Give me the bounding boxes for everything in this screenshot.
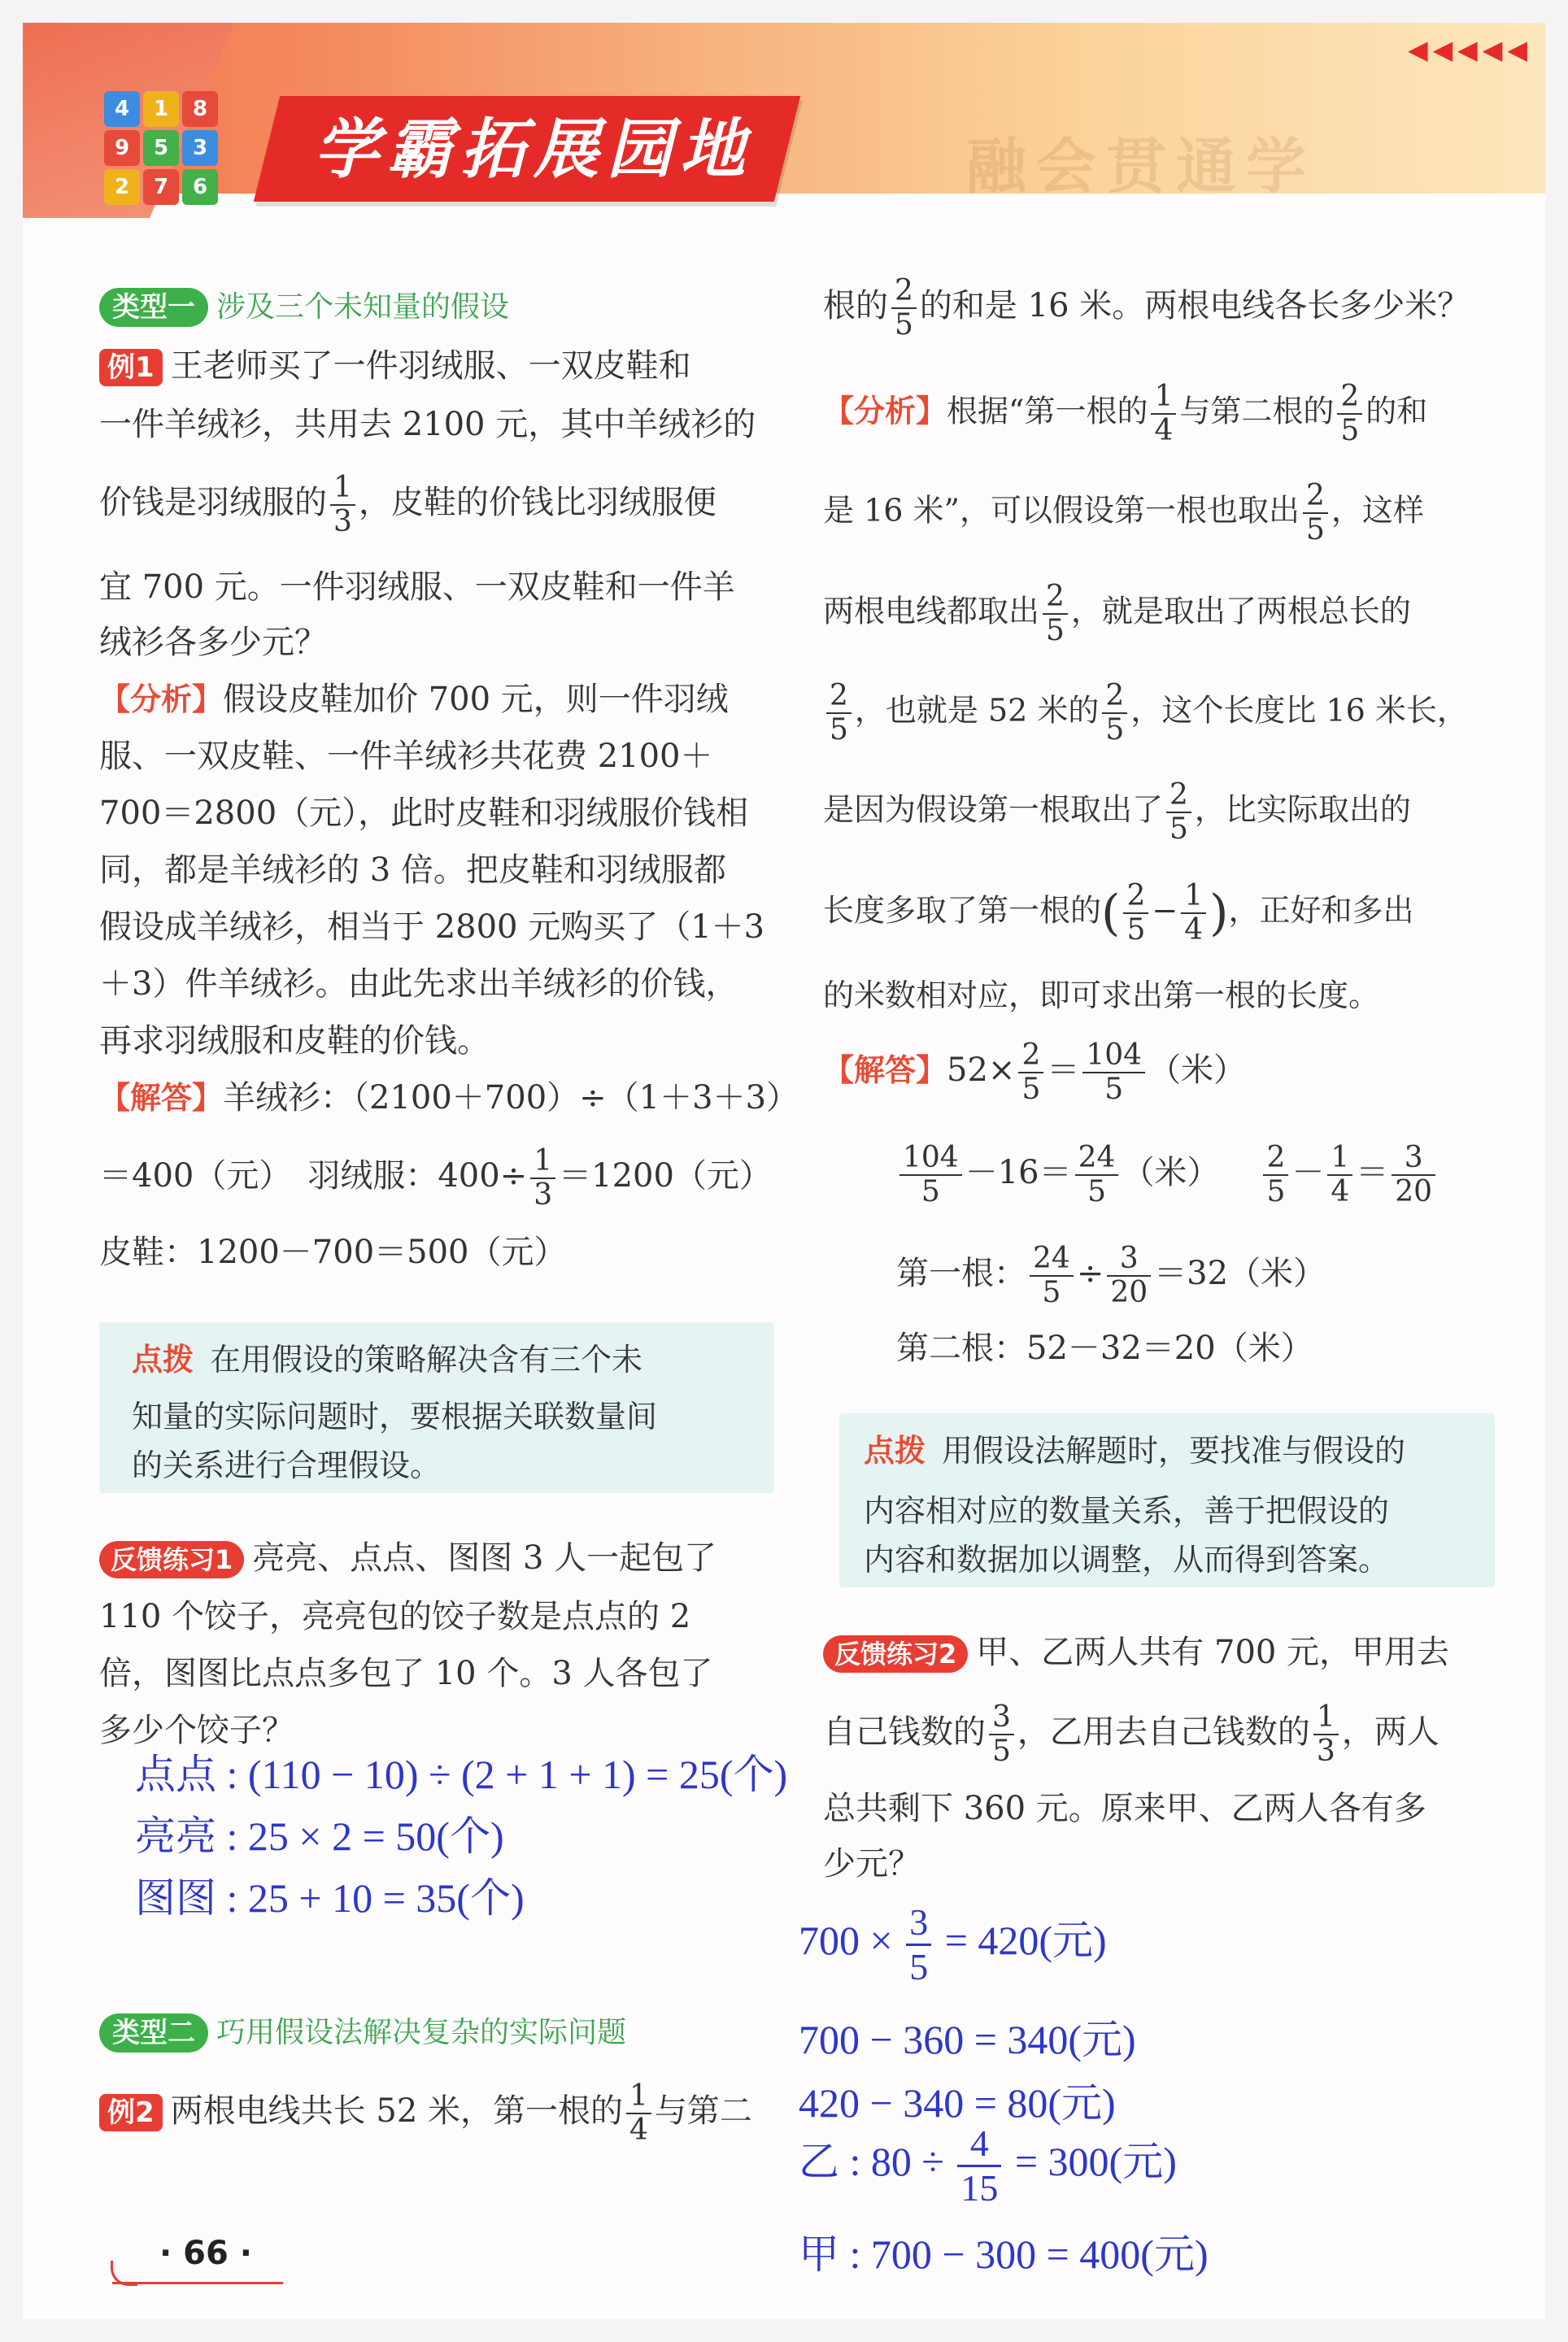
example1-line: 一件羊绒衫，共用去 2100 元，其中羊绒衫的 <box>99 406 756 443</box>
fraction: $\frac{104}{5}$ <box>899 1142 962 1208</box>
feedback1-line: 多少个饺子？ <box>99 1712 294 1749</box>
tip2-line: 用假设法解题时，要找准与假设的 <box>942 1433 1406 1469</box>
example2-line: 例2 两根电线共长 52 米，第一根的 $\frac{1}{4}$ 与第二 <box>99 2080 752 2147</box>
handwritten-answer: 甲 : 700 − 300 = 400(元) <box>799 2231 1209 2277</box>
fraction: $\frac{2}{5}$ <box>1263 1142 1288 1208</box>
analysis2-line: 两根电线都取出 $\frac{2}{5}$ ，就是取出了两根总长的 <box>823 580 1411 647</box>
fraction: $\frac{1}{4}$ <box>1151 381 1176 447</box>
tip1-line: 的关系进行合理假设。 <box>132 1447 442 1483</box>
fraction: $\frac{2}{5}$ <box>1166 779 1191 846</box>
tip1-box <box>99 1322 774 1493</box>
tip1-line: 在用假设的策略解决含有三个未 <box>210 1342 643 1378</box>
tip1-line: 知量的实际问题时，要根据关联数量间 <box>132 1399 658 1434</box>
fraction: $\frac{2}{5}$ <box>891 275 917 342</box>
answer2-line: 【解答】52× $\frac{2}{5}$ ＝ $\frac{104}{5}$ （米） <box>823 1038 1247 1106</box>
fraction: $\frac{2}{5}$ <box>1043 581 1068 647</box>
example1-label: 例1 <box>99 349 163 386</box>
analysis2-line: 的米数相对应，即可求出第一根的长度。 <box>823 977 1380 1013</box>
example2-line: 根的 $\frac{2}{5}$ 的和是 16 米。两根电线各长多少米？ <box>823 274 1470 342</box>
fraction: $\frac{2}{5}$ <box>1303 480 1328 546</box>
analysis1-line: 700＝2800（元），此时皮鞋和羽绒服价钱相 <box>99 794 749 832</box>
type1-title: 涉及三个未知量的假设 <box>216 290 510 324</box>
analysis1-line: 假设皮鞋加价 700 元，则一件羽绒 <box>223 681 729 718</box>
fraction: $\frac{24}{5}$ <box>1030 1243 1074 1309</box>
feedback1-line: 110 个饺子，亮亮包的饺子数是点点的 2 <box>99 1598 691 1635</box>
analysis1-line: 假设成羊绒衫，相当于 2800 元购买了（1＋3 <box>99 908 765 946</box>
answer1-line: 皮鞋：1200－700＝500（元） <box>99 1234 567 1271</box>
handwritten-answer: 亮亮 : 25 × 2 = 50(个) <box>135 1813 504 1859</box>
textbook-page <box>23 23 1545 2319</box>
example1-line: 宜 700 元。一件羽绒服、一双皮鞋和一件羊 <box>99 568 735 606</box>
fraction: $\frac{2}{5}$ <box>826 680 852 747</box>
fraction: $\frac{2}{5}$ <box>1018 1039 1043 1106</box>
type2-label: 类型二 <box>99 2013 208 2053</box>
analysis2-label: 【分析】 <box>823 393 947 429</box>
fraction: $\frac{24}{5}$ <box>1075 1142 1119 1208</box>
fraction: $\frac{1}{4}$ <box>1181 880 1206 947</box>
arrow-decoration-icon: ◀◀◀◀◀ <box>1407 34 1532 65</box>
analysis2-line: 【分析】根据“第一根的 $\frac{1}{4}$ 与第二根的 $\frac{2}{5}$ 的和 <box>823 380 1428 447</box>
fraction: $\frac{4}{15}$ <box>957 2122 1001 2209</box>
fraction: $\frac{2}{5}$ <box>1337 381 1362 447</box>
page-number: · 66 · <box>159 2235 252 2272</box>
answer1-label: 【解答】 <box>99 1080 224 1116</box>
example1-line: 绒衫各多少元？ <box>99 624 327 661</box>
feedback2-line: 反馈练习2 甲、乙两人共有 700 元，甲用去 <box>823 1630 1449 1675</box>
handwritten-answer: 700 − 360 = 340(元) <box>799 2017 1136 2062</box>
type1-heading <box>99 283 509 330</box>
fraction: $\frac{104}{5}$ <box>1082 1039 1145 1106</box>
fraction: $\frac{1}{3}$ <box>530 1145 555 1212</box>
example1-line: 价钱是羽绒服的 $\frac{1}{3}$ ，皮鞋的价钱比羽绒服便 <box>99 471 716 538</box>
page-number-underline <box>112 2282 283 2284</box>
fraction: $\frac{3}{5}$ <box>906 1901 931 1988</box>
answer1-line: 羊绒衫：（2100＋700）÷（1＋3＋3） <box>223 1079 799 1117</box>
type2-heading <box>99 2009 626 2056</box>
answer2-line: $\frac{104}{5}$ －16＝ $\frac{24}{5}$ （米） $\frac{2}{5}$ － $\frac{1}{4}$ ＝ $\frac{3}{20}$ <box>896 1142 1439 1208</box>
header-banner <box>23 23 1545 202</box>
analysis1-line: 再求羽绒服和皮鞋的价钱。 <box>99 1022 490 1060</box>
feedback1-label: 反馈练习1 <box>99 1541 244 1578</box>
analysis2-line: 是因为假设第一根取出了 $\frac{2}{5}$ ，比实际取出的 <box>823 778 1411 846</box>
tip2-label: 点拨 <box>864 1433 926 1469</box>
number-cube-icon: 4 1 8 9 5 3 2 7 6 <box>104 91 226 213</box>
handwritten-answer: 700 × $\frac{3}{5}$ = 420(元) <box>799 1901 1107 1987</box>
tip2-box <box>839 1413 1495 1587</box>
fraction: $\frac{2}{5}$ <box>1102 680 1127 747</box>
analysis2-line: $\frac{2}{5}$ ，也就是 52 米的 $\frac{2}{5}$ ，这个长度比 16 米长， <box>823 680 1468 747</box>
answer1-line: ＝400（元） 羽绒服：400÷ $\frac{1}{3}$ ＝1200（元） <box>99 1144 772 1212</box>
feedback2-line: 自己钱数的 $\frac{3}{5}$ ，乙用去自己钱数的 $\frac{1}{3}$ ，两人 <box>823 1700 1440 1768</box>
page-title: 学霸拓展园地 <box>314 111 753 187</box>
feedback1-line: 倍，图图比点点多包了 10 个。3 人各包了 <box>99 1655 713 1692</box>
analysis2-line: 是 16 米”，可以假设第一根也取出 $\frac{2}{5}$ ，这样 <box>823 479 1424 546</box>
answer2-label: 【解答】 <box>823 1052 947 1088</box>
fraction: $\frac{3}{20}$ <box>1392 1142 1435 1208</box>
handwritten-answer: 420 − 340 = 80(元) <box>799 2080 1116 2126</box>
tip2-line: 内容相对应的数量关系，善于把假设的 <box>864 1493 1390 1529</box>
feedback2-line: 少元？ <box>823 1845 921 1883</box>
handwritten-answer: 图图 : 25 + 10 = 35(个) <box>135 1875 525 1921</box>
tip1-label: 点拨 <box>132 1342 194 1378</box>
analysis2-line: 长度多取了第一根的( $\frac{2}{5}$ − $\frac{1}{4}$ )，正好和多出 <box>823 879 1414 947</box>
fraction: $\frac{2}{5}$ <box>1123 880 1148 947</box>
feedback1-line: 亮亮、点点、图图 3 人一起包了 <box>252 1539 717 1577</box>
answer2-line: 第二根：52－32＝20（米） <box>896 1330 1313 1367</box>
analysis1-label: 【分析】 <box>99 681 224 717</box>
fraction: $\frac{1}{3}$ <box>330 472 355 538</box>
analysis1-line: ＋3）件羊绒衫。由此先求出羊绒衫的价钱， <box>99 965 738 1003</box>
fraction: $\frac{1}{4}$ <box>626 2080 651 2147</box>
fraction: $\frac{3}{20}$ <box>1107 1243 1151 1309</box>
fraction: $\frac{3}{5}$ <box>989 1701 1014 1768</box>
handwritten-answer: 乙 : 80 ÷ $\frac{4}{15}$ = 300(元) <box>799 2122 1177 2209</box>
handwritten-answer: 点点 : (110 − 10) ÷ (2 + 1 + 1) = 25(个) <box>135 1752 788 1797</box>
example2-label: 例2 <box>99 2094 163 2131</box>
fraction: $\frac{1}{3}$ <box>1313 1701 1339 1768</box>
type1-label: 类型一 <box>99 288 208 327</box>
analysis1-line: 同，都是羊绒衫的 3 倍。把皮鞋和羽绒服都 <box>99 851 726 889</box>
example1-line: 王老师买了一件羽绒服、一双皮鞋和 <box>170 347 691 385</box>
answer2-line: 第一根： $\frac{24}{5}$ ÷ $\frac{3}{20}$ ＝32（米） <box>896 1242 1326 1309</box>
fraction: $\frac{1}{4}$ <box>1327 1142 1352 1208</box>
type2-title: 巧用假设法解决复杂的实际问题 <box>216 2016 627 2049</box>
feedback2-line: 总共剩下 360 元。原来甲、乙两人各有多 <box>823 1790 1426 1827</box>
tip2-line: 内容和数据加以调整，从而得到答案。 <box>864 1542 1390 1578</box>
header-watermark-text: 融会贯通学 <box>966 132 1316 202</box>
analysis1-line: 服、一双皮鞋、一件羊绒衫共花费 2100＋ <box>99 738 713 775</box>
feedback2-label: 反馈练习2 <box>823 1635 968 1673</box>
